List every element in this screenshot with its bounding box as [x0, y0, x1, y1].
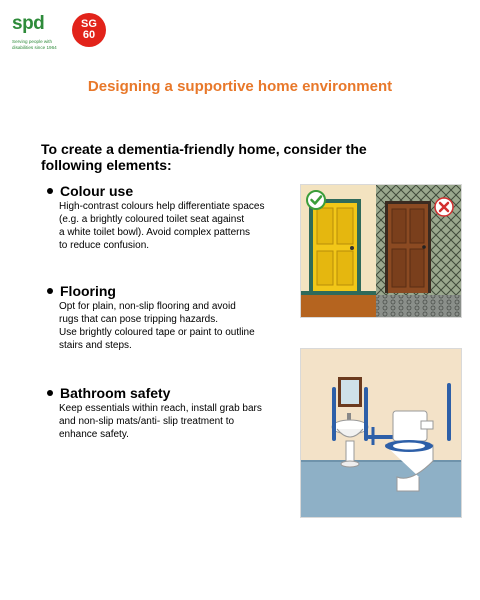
bathroom-illustration	[300, 348, 462, 518]
section-flooring	[47, 282, 297, 352]
bullet-icon	[47, 288, 53, 294]
section-heading-text: Bathroom safety	[60, 385, 171, 401]
bullet-icon	[47, 390, 53, 396]
section-colour-use	[47, 182, 297, 252]
section-body	[59, 300, 297, 352]
sg60-logo	[72, 13, 106, 47]
section-heading	[47, 182, 297, 200]
body-line: enhance safety.	[59, 429, 129, 440]
intro-text: To create a dementia-friendly home, consider the following elements:	[41, 141, 367, 173]
body-line: stairs and steps.	[59, 340, 132, 351]
section-heading-text: Flooring	[60, 283, 116, 299]
spd-tagline: Serving people with disabilities since 1964	[12, 39, 57, 50]
section-bathroom-safety	[47, 384, 297, 441]
body-line: High-contrast colours help differentiate spaces	[59, 201, 265, 212]
section-body	[59, 200, 297, 252]
body-line: Opt for plain, non-slip flooring and avoid	[59, 301, 236, 312]
body-line: and non-slip mats/anti- slip treatment to	[59, 416, 235, 427]
page-title: Designing a supportive home environment	[87, 78, 393, 95]
sg60-bottom-text: 60	[82, 29, 96, 41]
cross-icon	[435, 198, 453, 216]
sg60-top-text: SG	[81, 18, 97, 30]
body-line: Keep essentials within reach, install grab bars	[59, 403, 262, 414]
section-body	[59, 402, 297, 441]
spd-logo	[12, 13, 102, 57]
spd-wordmark: spd	[12, 13, 45, 34]
doors-illustration	[300, 184, 462, 318]
body-line: a white toilet bowl). Avoid complex patterns	[59, 227, 251, 238]
body-line: (e.g. a brightly coloured toilet seat against	[59, 214, 245, 225]
body-line: Use brightly coloured tape or paint to outline	[59, 327, 255, 338]
body-line: to reduce confusion.	[59, 240, 150, 251]
section-heading	[47, 282, 297, 300]
bullet-icon	[47, 188, 53, 194]
section-heading	[47, 384, 297, 402]
body-line: rugs that can pose tripping hazards.	[59, 314, 218, 325]
check-icon	[307, 191, 325, 209]
section-heading-text: Colour use	[60, 183, 134, 199]
